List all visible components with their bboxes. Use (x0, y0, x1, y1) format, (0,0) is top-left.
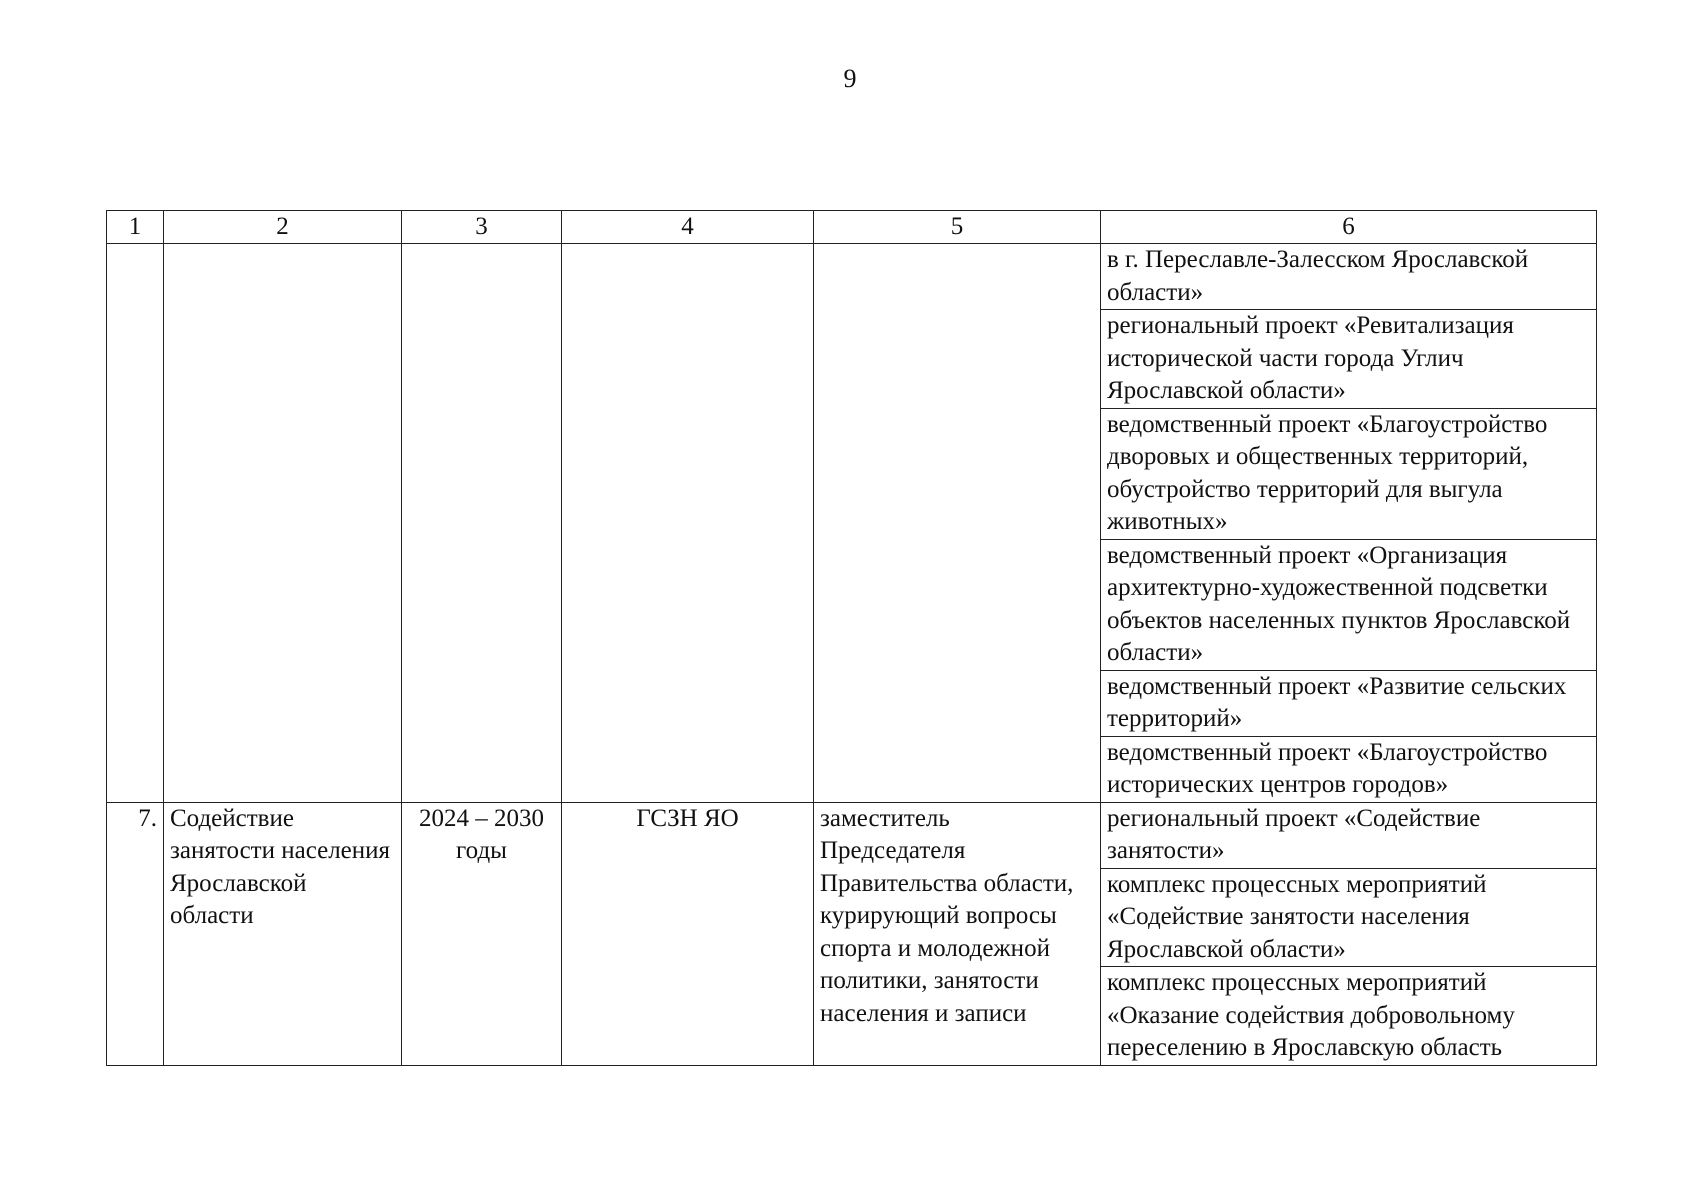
project-cell: ведомственный проект «Благоустройство дворовых и общественных территорий, обустройство территорий для выгула животных» (1101, 408, 1597, 539)
column-number-row (107, 211, 1597, 244)
continuation-cell-5 (814, 244, 1101, 803)
column-header-1: 1 (107, 211, 164, 244)
column-header-3: 3 (402, 211, 562, 244)
continuation-cell-4 (562, 244, 814, 803)
project-cell: комплекс процессных мероприятий «Содействие занятости населения Ярославской области» (1101, 868, 1597, 967)
page-number: 9 (843, 64, 857, 93)
project-cell: ведомственный проект «Благоустройство исторических центров городов» (1101, 736, 1597, 802)
continuation-cell-1 (107, 244, 164, 803)
continuation-cell-2 (164, 244, 402, 803)
program-executor: ГСЗН ЯО (562, 802, 814, 1065)
continuation-cell-3 (402, 244, 562, 803)
row-number: 7. (107, 802, 164, 1065)
column-header-2: 2 (164, 211, 402, 244)
column-header-5: 5 (814, 211, 1101, 244)
project-cell: ведомственный проект «Развитие сельских территорий» (1101, 670, 1597, 736)
continuation-row (107, 244, 1597, 310)
column-header-4: 4 (562, 211, 814, 244)
project-cell: региональный проект «Ревитализация исторической части города Углич Ярославской области» (1101, 310, 1597, 409)
project-cell: в г. Переславле-Залесском Ярославской области» (1101, 244, 1597, 310)
project-cell: региональный проект «Содействие занятости» (1101, 802, 1597, 868)
column-header-6: 6 (1101, 211, 1597, 244)
project-cell: ведомственный проект «Организация архитектурно-художественной подсветки объектов населенных пунктов Ярославской области» (1101, 539, 1597, 670)
program-curator: заместитель Председателя Правительства области, курирующий вопросы спорта и молодежной политики, занятости населения и записи (814, 802, 1101, 1065)
project-cell: комплекс процессных мероприятий «Оказание содействия добровольному переселению в Ярославскую область (1101, 967, 1597, 1066)
table-row-7 (107, 802, 1597, 868)
program-period: 2024 – 2030 годы (402, 802, 562, 1065)
program-table (106, 210, 1597, 1066)
program-name: Содействие занятости населения Ярославской области (164, 802, 402, 1065)
